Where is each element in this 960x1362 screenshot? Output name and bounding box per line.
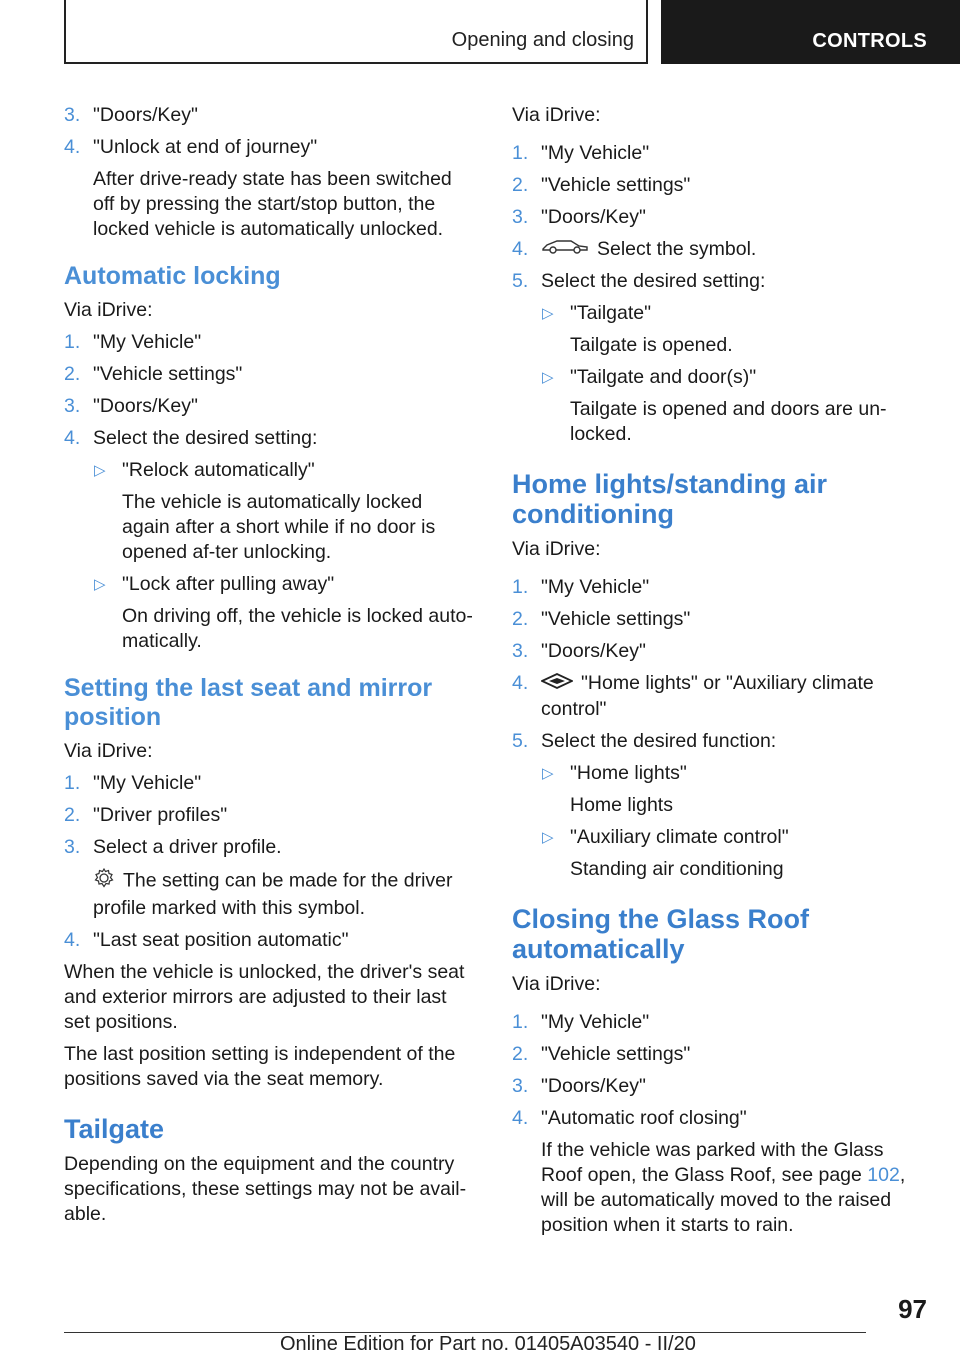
option-item [64,572,474,597]
option-text: "Auxiliary climate control" [570,825,789,848]
step-number: 2. [512,1042,529,1065]
option-text: "Tailgate and door(s)" [570,366,757,389]
header-section-title: Opening and closing [451,29,634,51]
via-idrive: Via iDrive: [512,972,601,995]
list-item [512,607,922,632]
step-note [64,867,474,921]
list-item [512,205,922,230]
footer-edition: Online Edition for Part no. 01405A03540 - II/20 [280,1333,696,1355]
list-item [512,141,922,166]
step-number: 2. [512,174,529,196]
step-text: "Vehicle settings" [541,1042,691,1065]
step-text: "Last seat position automatic" [93,929,349,951]
triangle-bullet-icon: ▷ [542,369,554,387]
step-text: "Vehicle settings" [541,174,691,196]
option-note: The vehicle is automatically locked again after a short while if no door is opened af-ter unlocking. [122,491,436,563]
note-text: If the vehicle was parked with the Glass Roof open, the Glass Roof, see page [541,1138,884,1186]
step-number: 2. [64,804,81,826]
heading-automatic-locking: Automatic locking [64,262,281,290]
step-number: 1. [512,1010,529,1033]
triangle-bullet-icon: ▷ [542,764,554,782]
header-chapter-tab [661,0,960,64]
step-note [512,1138,922,1238]
list-item [64,771,474,796]
step-number: 2. [512,608,529,631]
option-text: "Home lights" [570,761,687,784]
option-item [512,301,922,326]
page-link[interactable]: 102 [867,1163,900,1186]
list-item [512,1042,922,1067]
note-text: , will be automatically moved to the raised position when it starts to rain. [541,1163,906,1236]
step-number: 4. [512,238,529,260]
step-text: "Home lights" or "Auxiliary climate control" [541,672,874,720]
body-paragraph: When the vehicle is unlocked, the driver's seat and exterior mirrors are adjusted to their last set positions. [64,961,465,1033]
step-text: "Doors/Key" [93,395,198,417]
option-item [512,825,922,850]
option-item [512,365,922,390]
step-text: "Doors/Key" [93,104,198,126]
list-item [64,135,474,160]
step-text: "Automatic roof closing" [541,1106,747,1129]
via-idrive: Via iDrive: [64,299,153,321]
gear-icon [93,867,115,896]
heading-glass-roof: Closing the Glass Roof automatically [512,903,810,964]
list-item [64,803,474,828]
step-number: 4. [64,929,81,951]
list-item [64,835,474,860]
option-note: Standing air conditioning [570,857,784,880]
step-number: 4. [64,427,81,449]
option-text: "Relock automatically" [122,459,315,481]
list-item [512,1106,922,1131]
car-lights-icon [541,672,573,697]
step-text: "My Vehicle" [93,772,202,794]
via-idrive: Via iDrive: [64,740,153,762]
list-item [512,269,922,294]
step-number: 3. [512,206,529,228]
step-text: "Doors/Key" [541,206,646,228]
via-idrive: Via iDrive: [512,104,601,126]
step-text: Select the symbol. [597,238,757,260]
step-number: 3. [512,640,529,663]
list-item [512,729,922,754]
list-item [64,928,474,953]
step-text: "Vehicle settings" [93,363,243,385]
step-note-text: The setting can be made for the driver profile marked with this symbol. [93,869,453,919]
heading-seat-mirror: Setting the last seat and mirror position [64,674,433,731]
step-text: Select a driver profile. [93,836,282,858]
step-text: "My Vehicle" [93,331,202,353]
step-number: 1. [64,772,81,794]
triangle-bullet-icon: ▷ [94,576,106,593]
body-paragraph: Depending on the equipment and the country specifications, these settings may not be avail-able. [64,1153,467,1225]
step-number: 4. [64,136,81,158]
step-number: 5. [512,270,529,293]
step-number: 5. [512,729,529,752]
step-number: 4. [512,672,529,695]
header-section-box [64,0,648,64]
step-number: 1. [64,331,81,353]
step-number: 3. [512,1074,529,1097]
list-item [64,394,474,419]
heading-home-lights: Home lights/standing air conditioning [512,469,828,530]
option-note: On driving off, the vehicle is locked auto-matically. [122,605,473,652]
left-column [64,103,474,1234]
step-number: 3. [64,395,81,417]
step-text: Select the desired setting: [541,270,766,293]
option-item [64,458,474,483]
right-column [512,103,922,1245]
step-number: 3. [64,836,81,858]
list-item [64,362,474,387]
step-text: "Driver profiles" [93,804,228,826]
option-item [512,761,922,786]
option-text: "Tailgate" [570,302,652,325]
step-number: 3. [64,104,81,126]
page-number: 97 [898,1294,927,1324]
list-item [512,237,922,262]
step-note: After drive-ready state has been switched off by pressing the start/stop button, the locked vehicle is automatically unlocked. [93,168,452,240]
step-text: "Vehicle settings" [541,608,691,631]
option-text: "Lock after pulling away" [122,573,335,595]
list-item [64,330,474,355]
step-text: Select the desired function: [541,729,777,752]
list-item [512,575,922,600]
step-number: 1. [512,576,529,599]
heading-tailgate: Tailgate [64,1114,165,1144]
step-number: 1. [512,142,529,164]
triangle-bullet-icon: ▷ [542,305,554,323]
list-item [512,173,922,198]
list-item [512,639,922,664]
header-chapter-title: CONTROLS [812,30,927,52]
step-text: "Unlock at end of journey" [93,136,318,158]
triangle-bullet-icon: ▷ [542,828,554,846]
step-text: "My Vehicle" [541,142,650,164]
list-item [512,1010,922,1035]
via-idrive: Via iDrive: [512,538,601,561]
option-note: Tailgate is opened and doors are un-locked. [570,398,887,446]
list-item [512,671,922,721]
car-icon [541,237,589,262]
step-text: Select the desired setting: [93,427,318,449]
list-item [64,103,474,128]
step-text: "My Vehicle" [541,576,650,599]
list-item [64,426,474,451]
list-item [512,1074,922,1099]
step-text: "Doors/Key" [541,640,646,663]
step-number: 2. [64,363,81,385]
step-text: "Doors/Key" [541,1074,646,1097]
option-note: Tailgate is opened. [570,334,733,357]
step-text: "My Vehicle" [541,1010,650,1033]
step-number: 4. [512,1106,529,1129]
option-note: Home lights [570,793,673,816]
triangle-bullet-icon: ▷ [94,462,106,479]
body-paragraph: The last position setting is independent of the positions saved via the seat memory. [64,1043,456,1090]
